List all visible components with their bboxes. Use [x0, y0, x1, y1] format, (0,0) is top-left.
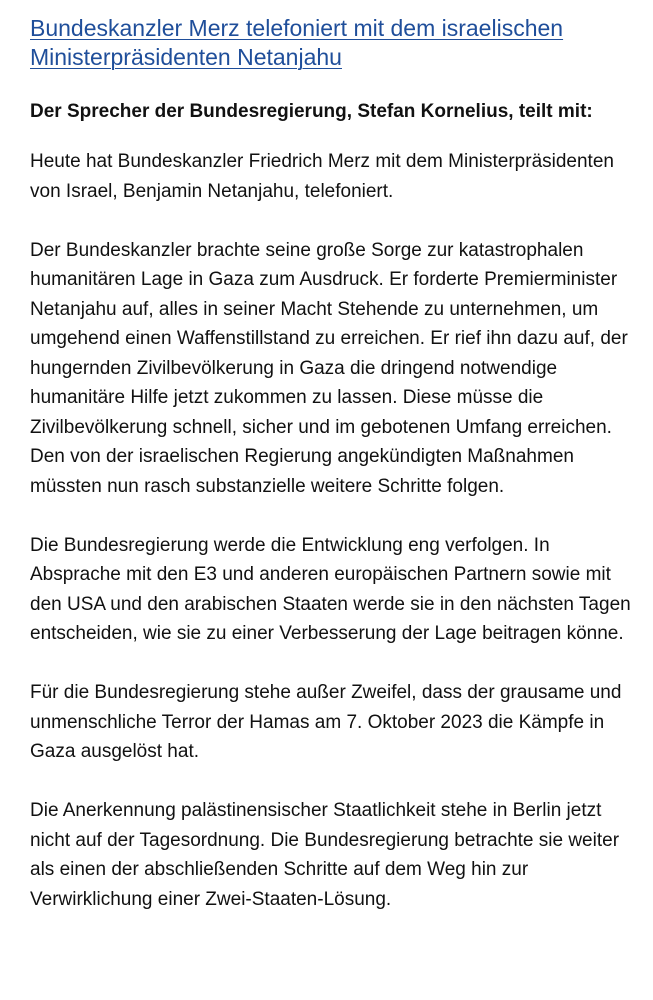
article-headline-link[interactable]: Bundeskanzler Merz telefoniert mit dem israelischen Ministerpräsidenten Netanjahu [30, 15, 564, 70]
paragraph-call-summary: Heute hat Bundeskanzler Friedrich Merz mit dem Ministerpräsidenten von Israel, Benjamin Netanjahu, telefoniert. [30, 151, 614, 202]
paragraph-humanitarian-concern: Der Bundeskanzler brachte seine große Sorge zur katastrophalen humanitären Lage in Gaza zum Ausdruck. Er forderte Premierminister Netanjahu auf, alles in seiner Macht Stehende zu unternehmen, um umgehend einen Waffenstillstand zu erreichen. Er rief ihn dazu auf, der hungernden Zivilbevölkerung in Gaza die dringend notwendige humanitäre Hilfe jetzt zukommen zu lassen. Diese müsse die Zivilbevölkerung schnell, sicher und im gebotenen Umfang erreichen. Den von der israelischen Regierung angekündigten Maßnahmen müssten nun rasch substanzielle weitere Schritte folgen. [30, 239, 628, 497]
paragraph-palestinian-statehood: Die Anerkennung palästinensischer Staatlichkeit stehe in Berlin jetzt nicht auf der Tagesordnung. Die Bundesregierung betrachte sie weiter als einen der abschließenden Schritte auf dem Weg hin zur Verwirklichung einer Zwei-Staaten-Lösung. [30, 800, 620, 910]
article-body [30, 147, 633, 914]
paragraph-hamas-terror: Für die Bundesregierung stehe außer Zweifel, dass der grausame und unmenschliche Terror der Hamas am 7. Oktober 2023 die Kämpfe in Gaza ausgelöst hat. [30, 682, 622, 762]
spokesperson-intro: Der Sprecher der Bundesregierung, Stefan Kornelius, teilt mit: [30, 101, 593, 122]
paragraph-monitoring: Die Bundesregierung werde die Entwicklung eng verfolgen. In Absprache mit den E3 und anderen europäischen Partnern sowie mit den USA und den arabischen Staaten werde sie in den nächsten Tagen entscheiden, wie sie zu einer Verbesserung der Lage beitragen könne. [30, 534, 631, 644]
